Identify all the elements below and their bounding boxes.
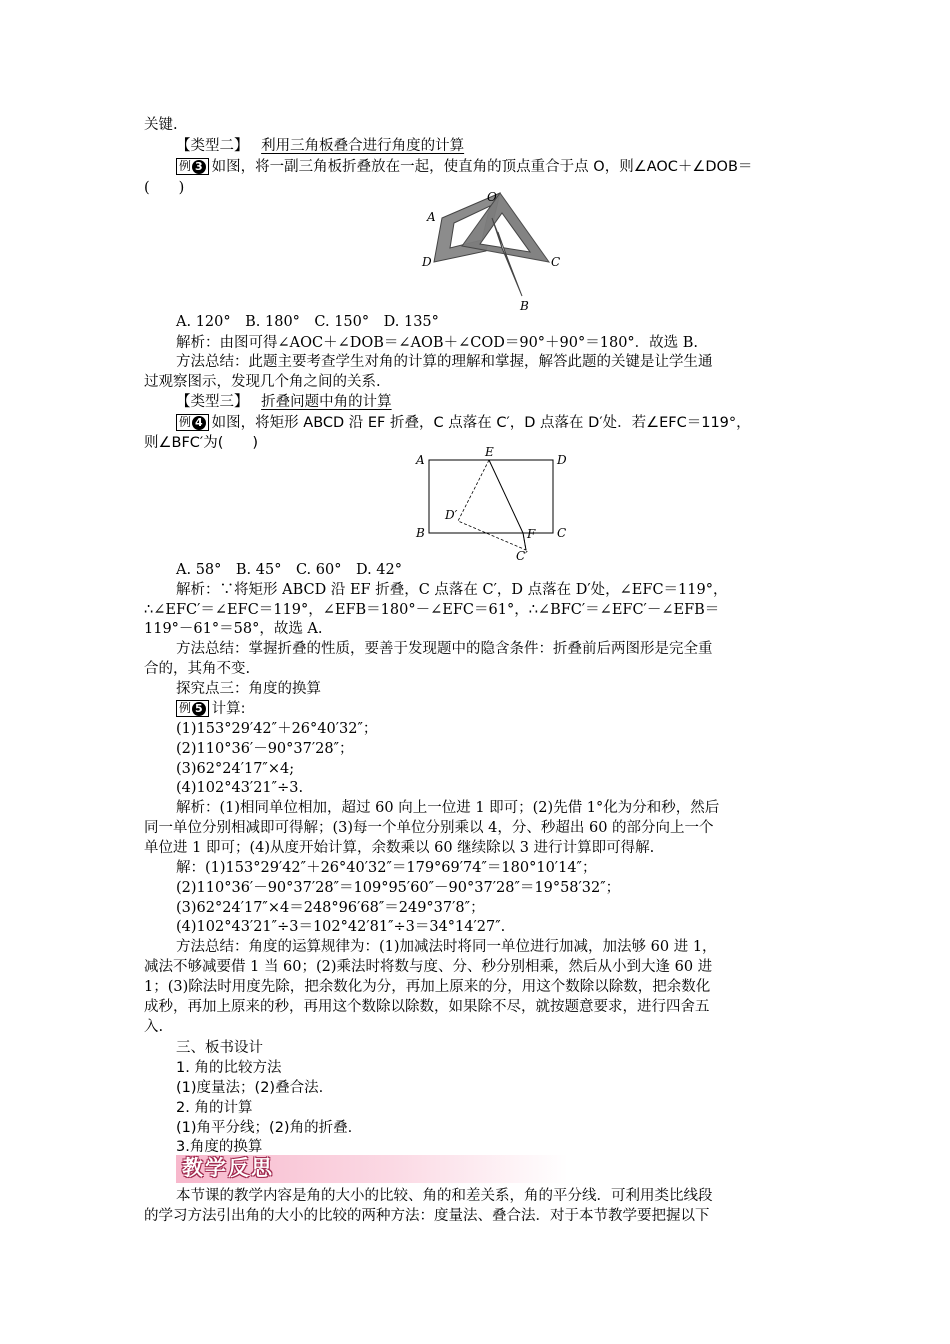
text-line: (1)153°29′42″＋26°40′32″；: [176, 721, 378, 737]
text-line: 关键.: [144, 117, 178, 133]
section-heading: [176, 136, 464, 156]
text-line: (4)102°43′21″÷3.: [176, 780, 304, 796]
text-line: (1)度量法；(2)叠合法.: [176, 1080, 324, 1096]
text-line: 1；(3)除法时用度先除，把余数化为分，再加上原来的分，用这个数除以除数，把余数化: [144, 979, 711, 995]
text-line: 方法总结：此题主要考查学生对角的计算的理解和掌握，解答此题的关键是让学生通: [176, 354, 713, 370]
text-line: (3)62°24′17″×4＝248°96′68″＝249°37′8″；: [176, 900, 485, 916]
point-label-a: A: [427, 210, 436, 224]
text-line: ( ): [144, 180, 185, 196]
text-line: 解析：由图可得∠AOC＋∠DOB＝∠AOB＋∠COD＝90°＋90°＝180°．故选 B.: [176, 335, 699, 351]
text-line: 方法总结：掌握折叠的性质，要善于发现题中的隐含条件：折叠前后两图形是完全重: [176, 641, 713, 657]
text-line: 单位进 1 即可；(4)从度开始计算，余数乘以 60 继续除以 3 进行计算即可得解.: [144, 840, 655, 856]
example-text: 如图，将一副三角板折叠放在一起，使直角的顶点重合于点 O，则∠AOC＋∠DOB＝: [211, 159, 753, 175]
text-line: 则∠BFC′为( ): [144, 435, 259, 451]
point-label-o: O: [487, 190, 497, 204]
text-line: 1. 角的比较方法: [176, 1060, 282, 1076]
type-title: 利用三角板叠合进行角度的计算: [261, 138, 465, 154]
text-line: 同一单位分别相减即可得解；(3)每一个单位分别乘以 4，分、秒超出 60 的部分向上一个: [144, 820, 714, 836]
point-label-a: A: [416, 453, 425, 467]
triangle-rulers-figure: [420, 188, 570, 312]
text-line: (2)110°36′－90°37′28″＝109°95′60″－90°37′28″＝19°58′32″；: [176, 880, 621, 896]
text-line: (1)角平分线；(2)角的折叠.: [176, 1120, 353, 1136]
point-label-d-prime: D′: [445, 508, 458, 522]
text-line: ∴∠EFC′＝∠EFC＝119°，∠EFB＝180°－∠EFC＝61°，∴∠BFC′＝∠EFC′－∠EFB＝: [144, 602, 720, 618]
folded-edge: [458, 460, 526, 550]
point-label-b: B: [416, 526, 425, 540]
point-label-b: B: [520, 299, 529, 312]
point-label-c: C: [557, 526, 567, 540]
text-line: 过观察图示，发现几个角之间的关系.: [144, 374, 381, 390]
rectangle-abcd: [429, 460, 553, 533]
text-line: 解：(1)153°29′42″＋26°40′32″＝179°69′74″＝180°10′14″；: [176, 860, 597, 876]
text-line: 方法总结：角度的运算规律为：(1)加减法时将同一单位进行加减，加法够 60 进 1，: [176, 939, 717, 955]
text-line: 解析：(1)相同单位相加，超过 60 向上一位进 1 即可；(2)先借 1°化为分和秒，然后: [176, 800, 720, 816]
text-line: 2. 角的计算: [176, 1100, 253, 1116]
example-text: 计算:: [211, 701, 246, 717]
text-line: 成秒，再加上原来的秒，再用这个数除以除数，如果除不尽，就按题意要求，进行四舍五: [144, 999, 710, 1015]
answer-choices: A. 58° B. 45° C. 60° D. 42°: [176, 562, 402, 578]
point-label-d: D: [422, 255, 432, 269]
fold-segment: [523, 533, 526, 550]
reflection-banner-title: 教学反思: [182, 1156, 274, 1180]
example-line: [176, 157, 752, 177]
example-badge: 例 3: [176, 158, 209, 175]
answer-choices: A. 120° B. 180° C. 150° D. 135°: [176, 314, 439, 330]
example-line: [176, 699, 246, 719]
text-line: 119°－61°＝58°，故选 A.: [144, 621, 323, 637]
text-line: 合的，其角不变.: [144, 661, 251, 677]
subsection-heading: 探究点三：角度的换算: [176, 681, 321, 697]
text-line: 减法不够减要借 1 当 60；(2)乘法时将数与度、分、秒分别相乘，然后从小到大逢 60 进: [144, 959, 713, 975]
point-label-f: F: [527, 527, 536, 541]
point-label-d: D: [557, 453, 567, 467]
example-text: 如图，将矩形 ABCD 沿 EF 折叠，C 点落在 C′，D 点落在 D′处．若∠EFC＝119°，: [211, 415, 751, 431]
point-label-e: E: [485, 445, 494, 459]
example-badge: 例 5: [176, 700, 209, 717]
text-line: 的学习方法引出角的大小的比较的两种方法：度量法、叠合法．对于本节教学要把握以下: [144, 1208, 710, 1224]
text-line: (2)110°36′－90°37′28″；: [176, 741, 354, 757]
section-heading: [176, 392, 392, 412]
example-line: [176, 413, 751, 433]
type-tag: 【类型二】: [176, 138, 249, 154]
type-tag: 【类型三】: [176, 394, 249, 410]
text-line: (4)102°43′21″÷3＝102°42′81″÷3＝34°14′27″.: [176, 919, 506, 935]
text-line: 解析：∵将矩形 ABCD 沿 EF 折叠，C 点落在 C′，D 点落在 D′处，∠EFC＝119°，: [176, 582, 728, 598]
point-label-c-prime: C′: [516, 549, 528, 562]
point-label-c: C: [551, 255, 561, 269]
fold-line-ef: [489, 460, 523, 533]
folded-rectangle-figure: [410, 444, 580, 562]
example-badge: 例 4: [176, 414, 209, 431]
text-line: 入.: [144, 1019, 164, 1035]
text-line: (3)62°24′17″×4;: [176, 761, 295, 777]
section-heading: 三、板书设计: [176, 1040, 263, 1056]
type-title: 折叠问题中角的计算: [261, 394, 392, 410]
text-line: 本节课的教学内容是角的大小的比较、角的和差关系，角的平分线．可利用类比线段: [176, 1188, 713, 1204]
text-line: 3.角度的换算: [176, 1139, 263, 1155]
